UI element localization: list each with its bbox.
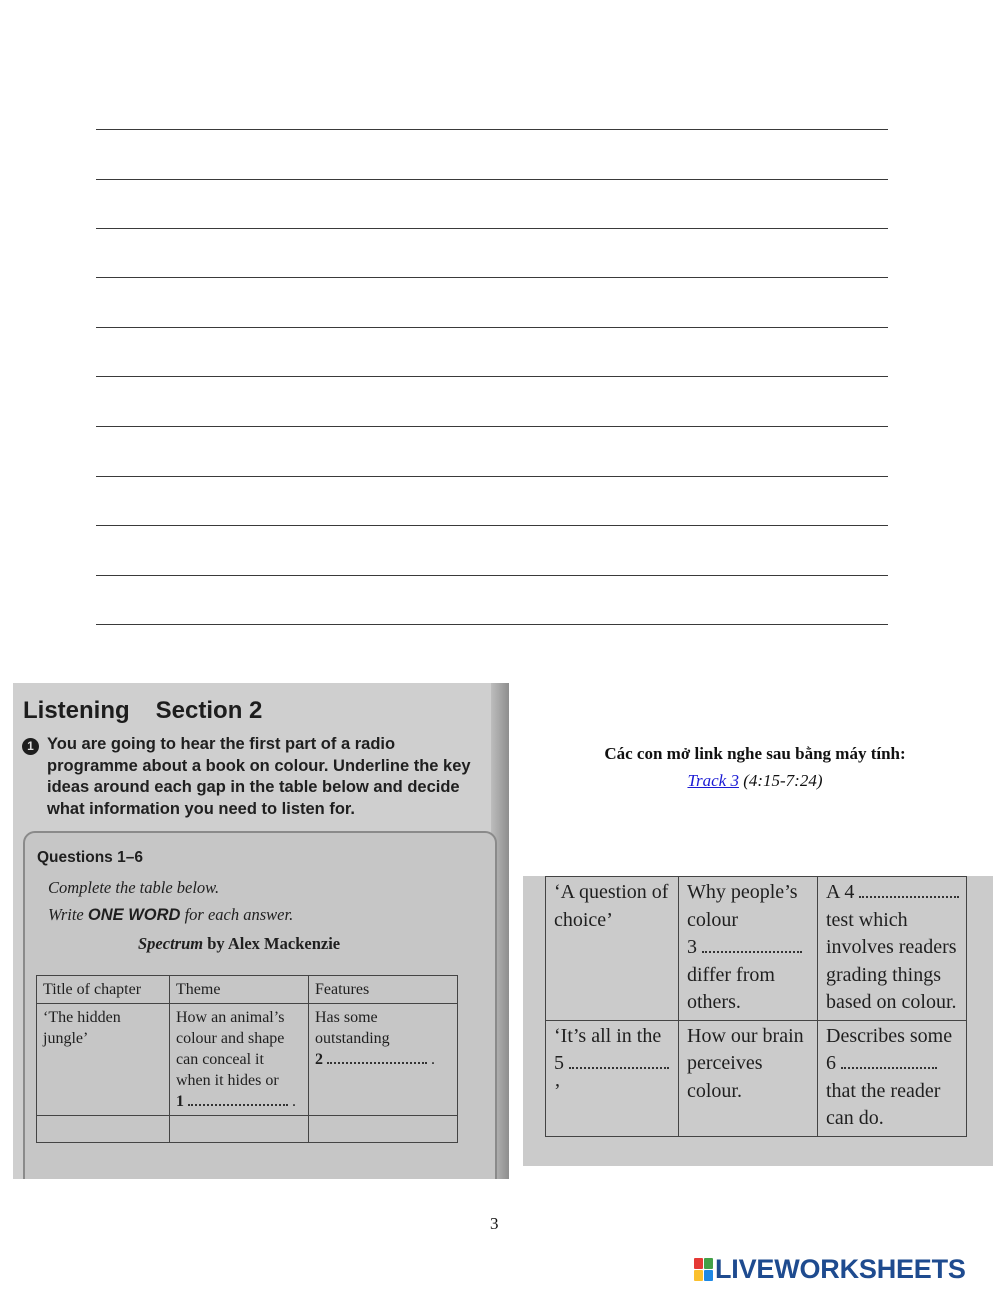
questions-title: Questions 1–6 [37, 849, 143, 866]
answer-gap-2[interactable] [327, 1050, 427, 1064]
table-row [37, 1116, 458, 1143]
track-link-line [520, 767, 990, 794]
listening-link-note [520, 740, 990, 794]
writing-line [96, 129, 888, 130]
gap-number: 6 [826, 1052, 836, 1074]
writing-line [96, 327, 888, 328]
liveworksheets-logo-icon [694, 1258, 712, 1280]
word-limit-instruction: Write ONE WORD for each answer. [48, 905, 294, 924]
heading-listening: Listening [23, 697, 130, 724]
page-number: 3 [490, 1214, 499, 1233]
writing-line [96, 179, 888, 180]
liveworksheets-brand [694, 1254, 966, 1284]
questions-table [36, 975, 458, 1143]
gap-number: 2 [315, 1051, 323, 1068]
writing-line [96, 426, 888, 427]
chapter-title-cell: ‘A question of choice’ [546, 877, 679, 1021]
exercise-number-badge: 1 [22, 738, 39, 755]
answer-gap-1[interactable] [188, 1092, 288, 1106]
complete-instruction: Complete the table below. [48, 878, 220, 897]
exercise-instruction: You are going to hear the first part of a radio programme about a book on colour. Underline the key ideas around each gap in the table below and decide what information you need to listen for. [47, 735, 471, 818]
table-row [37, 1004, 458, 1116]
writing-line [96, 575, 888, 576]
gap-number: 5 [554, 1052, 564, 1074]
gap-number: 4 [844, 881, 855, 903]
features-cell: Has some outstanding 2 . [309, 1004, 458, 1116]
gap-number: 3 [687, 936, 697, 958]
table-row [546, 1020, 967, 1136]
continuation-table [545, 876, 967, 1137]
track-time-range: (4:15-7:24) [743, 771, 823, 790]
theme-cell: How an animal’s colour and shape can conceal it when it hides or 1 . [170, 1004, 309, 1116]
header-title-of-chapter: Title of chapter [37, 976, 170, 1004]
answer-gap-3[interactable] [702, 939, 802, 953]
book-title: Spectrum by Alex Mackenzie [138, 934, 341, 953]
writing-line [96, 228, 888, 229]
answer-gap-6[interactable] [841, 1055, 937, 1069]
features-cell: A 4 test which involves readers grading things based on colour. [818, 877, 967, 1021]
writing-line [96, 525, 888, 526]
heading-section: Section 2 [155, 697, 263, 724]
table-header-row [37, 976, 458, 1004]
header-theme: Theme [170, 976, 309, 1004]
writing-line [96, 277, 888, 278]
answer-gap-5[interactable] [569, 1055, 669, 1069]
chapter-title-cell: ‘It’s all in the 5 ’ [546, 1020, 679, 1136]
writing-line [96, 476, 888, 477]
theme-cell: Why people’s colour 3 differ from others. [679, 877, 818, 1021]
gap-number: 1 [176, 1093, 184, 1110]
writing-line [96, 376, 888, 377]
theme-cell: How our brain perceives colour. [679, 1020, 818, 1136]
answer-writing-lines [96, 0, 888, 640]
section-heading [23, 697, 262, 725]
answer-gap-4[interactable] [859, 884, 959, 898]
writing-line [96, 624, 888, 625]
chapter-title-cell: ‘The hidden jungle’ [37, 1004, 170, 1116]
features-cell: Describes some 6 that the reader can do. [818, 1020, 967, 1136]
link-instruction: Các con mở link nghe sau bằng máy tính: [604, 744, 906, 763]
table-row [546, 877, 967, 1021]
header-features: Features [309, 976, 458, 1004]
textbook-scan-listening [13, 683, 509, 1179]
brand-name: LIVEWORKSHEETS [715, 1253, 966, 1284]
track-link[interactable]: Track 3 [687, 771, 739, 790]
textbook-scan-table-continuation [523, 876, 993, 1166]
